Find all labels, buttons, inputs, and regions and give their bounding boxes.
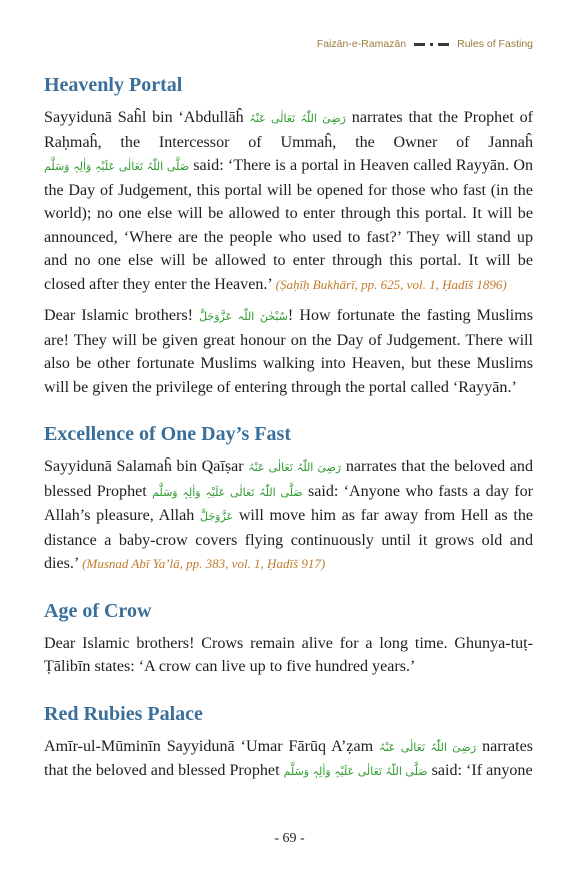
text-run: will move him as far away from Hell as the distance a baby-crow covers flying continuously until it grows old and dies.’ <box>44 507 534 572</box>
honorific-glyph: صَلَّی اللّٰہُ تَعَالٰی عَلَیْہِ وَاٰلِہٖ وَسَلَّم <box>44 160 190 173</box>
heading-heavenly-portal: Heavenly Portal <box>44 74 183 96</box>
text-run: Sayyidunā Saĥl bin ‘Abdullāĥ <box>44 109 244 126</box>
heading-red-rubies: Red Rubies Palace <box>44 702 203 725</box>
text-run: Sayyidunā Salamaĥ bin Qaīṣar <box>44 458 244 475</box>
running-head-book: Faizān-e-Ramazān <box>316 38 407 50</box>
text-run: narrates that the beloved and blessed Prophet <box>44 458 533 500</box>
honorific-glyph: صَلَّی اللّٰہُ تَعَالٰی عَلَیْہِ وَاٰلِہٖ وَسَلَّم <box>283 765 428 778</box>
honorific-glyph: سُبْحٰنَ اللّٰہ عَزَّوَجَلَّ <box>199 310 288 323</box>
heading-excellence: Excellence of One Day’s Fast <box>44 423 291 445</box>
running-head <box>317 38 533 50</box>
honorific-glyph: رَضِیَ اللّٰہُ تَعَالٰی عَنْہُ <box>249 112 346 125</box>
honorific-glyph: رَضِیَ اللّٰہُ تَعَالٰی عَنْہُ <box>379 740 477 754</box>
paragraph-excellence <box>44 455 533 576</box>
paragraph-heavenly-portal <box>44 106 533 296</box>
honorific-glyph: عَزَّوَجَلَّ <box>200 510 234 523</box>
text-run: narrates that the beloved and blessed Prophet <box>44 737 534 779</box>
honorific-glyph: رَضِیَ اللّٰہُ تَعَالٰی عَنْہُ <box>248 461 342 474</box>
citation: (Musnad Abī Ya’lā, pp. 383, vol. 1, Ḥadīš 917) <box>82 556 326 571</box>
text-run: ! How fortunate the fasting Muslims are! They will be given great honour on the Day of Judgement. There will also be other fortunate Muslims walking into Heaven, but these Muslims will be given the privilege of entering through the portal called ‘Rayyān.’ <box>44 307 533 396</box>
paragraph-rubies <box>44 735 533 784</box>
text-run: narrates that the Prophet of Raḥmaĥ, the Intercessor of Ummaĥ, the Owner of Jannaĥ <box>44 109 533 151</box>
page-number: - 69 - <box>274 831 305 846</box>
separator-icon <box>414 43 449 46</box>
citation: (Ṣaḥīḥ Bukhārī, pp. 625, vol. 1, Ḥadīš 1896) <box>275 276 507 292</box>
text-run: said: ‘There is a portal in Heaven called Rayyān. On the Day of Judgement, this portal will be opened for those who fast (in the world); no one else will be allowed to enter through this portal. It will be announced, ‘Where are the people who used to fast?’ They will stand up and no one else will be allowed to enter through this portal. It will be closed after they enter the Heaven.’ <box>44 157 533 293</box>
honorific-glyph: صَلَّی اللّٰہُ تَعَالٰی عَلَیْہِ وَاٰلِہٖ وَسَلَّم <box>152 485 303 499</box>
heading-age-of-crow: Age of Crow <box>44 599 152 622</box>
text-run: said: ‘If anyone <box>431 762 533 779</box>
text-run: said: ‘Anyone who fasts a day for Allah’s pleasure, Allah <box>44 482 533 524</box>
paragraph-crow: Dear Islamic brothers! Crows remain alive for a long time. Ghunya-tuṭ-Ṭālibīn states: ‘A crow can live up to five hundred years.’ <box>44 634 533 675</box>
text-run: Dear Islamic brothers! <box>44 307 193 324</box>
page-body <box>44 72 533 784</box>
text-run: Amīr-ul-Mūminīn Sayyidunā ‘Umar Fārūq A’ẓam <box>44 737 374 755</box>
running-head-chapter: Rules of Fasting <box>457 38 533 50</box>
paragraph-dear-brothers <box>44 304 533 399</box>
